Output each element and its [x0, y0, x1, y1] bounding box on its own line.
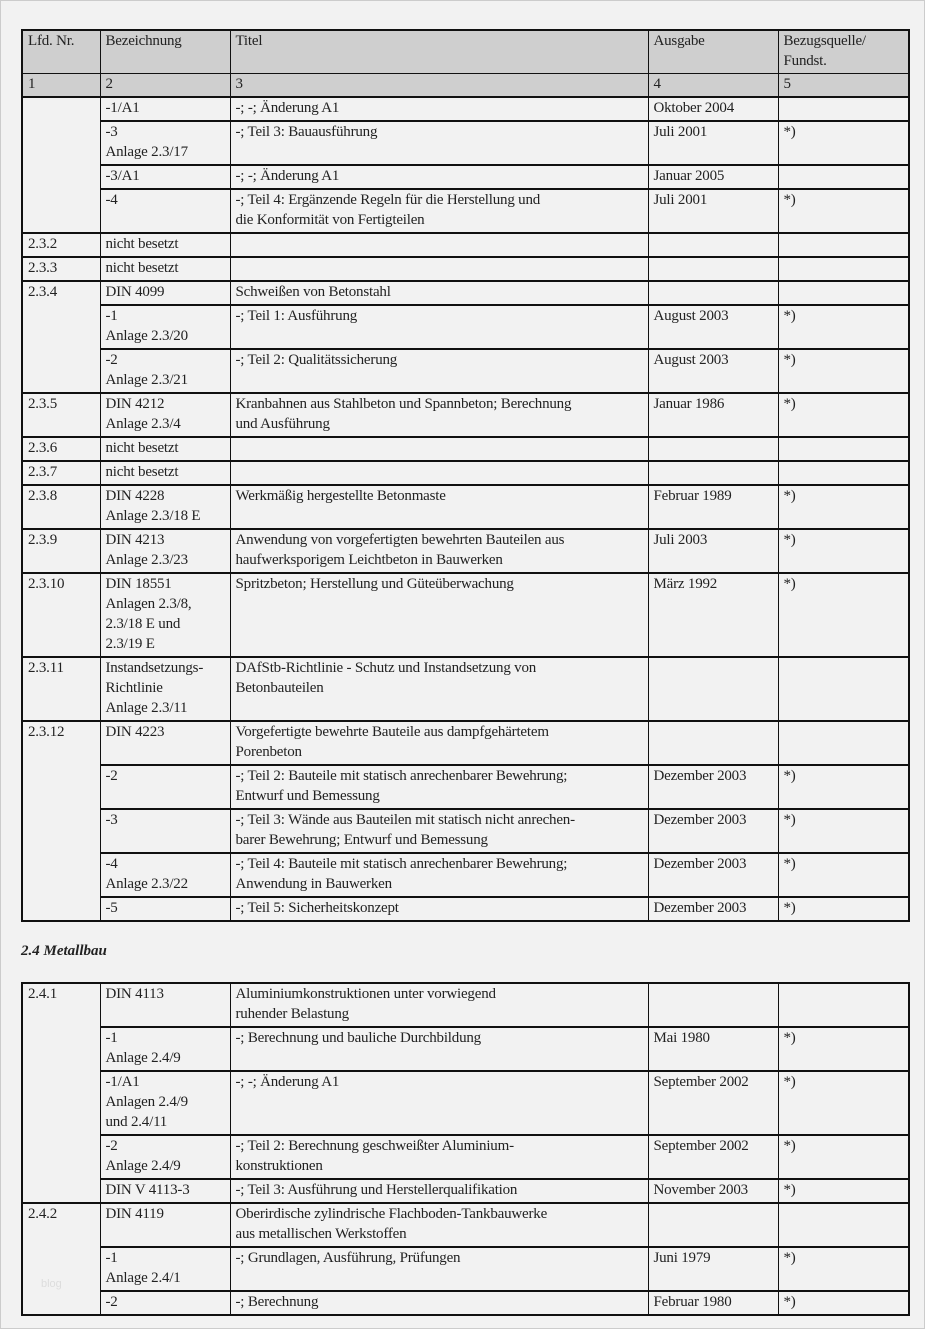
bez-cell: DIN 4099 — [100, 281, 230, 305]
titel-cell: -; Teil 5: Sicherheitskonzept — [230, 897, 648, 921]
ausgabe-cell — [648, 721, 778, 765]
table-row — [22, 1203, 909, 1247]
ausgabe-cell: Februar 1989 — [648, 485, 778, 529]
titel-cell: -; Teil 1: Ausführung — [230, 305, 648, 349]
quelle-cell — [778, 233, 909, 257]
bez-cell: nicht besetzt — [100, 437, 230, 461]
quelle-cell: *) — [778, 189, 909, 233]
ausgabe-cell — [648, 233, 778, 257]
titel-cell: Anwendung von vorgefertigten bewehrten Bauteilen aus haufwerksporigem Leichtbeton in Bauwerken — [230, 529, 648, 573]
column-number: 1 — [22, 74, 100, 98]
titel-cell: Kranbahnen aus Stahlbeton und Spannbeton; Berechnung und Ausführung — [230, 393, 648, 437]
titel-cell: Werkmäßig hergestellte Betonmaste — [230, 485, 648, 529]
bez-cell: -1 Anlage 2.4/9 — [100, 1027, 230, 1071]
lfd-nr-cell: 2.3.10 — [22, 573, 100, 657]
table-row — [22, 437, 909, 461]
titel-cell: -; -; Änderung A1 — [230, 1071, 648, 1135]
titel-cell — [230, 233, 648, 257]
lfd-nr-cell: 2.3.8 — [22, 485, 100, 529]
titel-cell: -; Teil 2: Qualitätssicherung — [230, 349, 648, 393]
bez-cell: -1/A1 Anlagen 2.4/9 und 2.4/11 — [100, 1071, 230, 1135]
bez-cell: -1/A1 — [100, 97, 230, 121]
table-row — [22, 305, 909, 349]
titel-cell — [230, 257, 648, 281]
ausgabe-cell: September 2002 — [648, 1071, 778, 1135]
bez-cell: -3 — [100, 809, 230, 853]
table-row — [22, 165, 909, 189]
lfd-nr-cell: 2.3.5 — [22, 393, 100, 437]
table-row — [22, 349, 909, 393]
bez-cell: DIN 4113 — [100, 983, 230, 1027]
table-row — [22, 1179, 909, 1203]
bez-cell: -3/A1 — [100, 165, 230, 189]
ausgabe-cell: August 2003 — [648, 349, 778, 393]
table-row — [22, 573, 909, 657]
titel-cell: Aluminiumkonstruktionen unter vorwiegend ruhender Belastung — [230, 983, 648, 1027]
titel-cell — [230, 461, 648, 485]
standards-table-metal — [21, 982, 910, 1316]
quelle-cell: *) — [778, 529, 909, 573]
column-header-titel: Titel — [230, 30, 648, 74]
column-header-bez: Bezeichnung — [100, 30, 230, 74]
titel-cell: -; Teil 2: Berechnung geschweißter Aluminium- konstruktionen — [230, 1135, 648, 1179]
column-header-quelle: Bezugsquelle/ Fundst. — [778, 30, 909, 74]
titel-cell: -; -; Änderung A1 — [230, 165, 648, 189]
bez-cell: DIN 18551 Anlagen 2.3/8, 2.3/18 E und 2.3/19 E — [100, 573, 230, 657]
quelle-cell — [778, 657, 909, 721]
quelle-cell — [778, 983, 909, 1027]
table-row — [22, 189, 909, 233]
section-heading: 2.4 Metallbau — [21, 943, 107, 959]
quelle-cell: *) — [778, 1027, 909, 1071]
titel-cell: Schweißen von Betonstahl — [230, 281, 648, 305]
lfd-nr-cell — [22, 97, 100, 233]
column-number: 3 — [230, 74, 648, 98]
ausgabe-cell: Juli 2003 — [648, 529, 778, 573]
ausgabe-cell: Dezember 2003 — [648, 853, 778, 897]
quelle-cell — [778, 97, 909, 121]
bez-cell: nicht besetzt — [100, 461, 230, 485]
ausgabe-cell: Januar 1986 — [648, 393, 778, 437]
table-row — [22, 257, 909, 281]
table-row — [22, 121, 909, 165]
quelle-cell: *) — [778, 853, 909, 897]
quelle-cell — [778, 437, 909, 461]
bez-cell: -2 Anlage 2.4/9 — [100, 1135, 230, 1179]
lfd-nr-cell: 2.3.11 — [22, 657, 100, 721]
table-row — [22, 809, 909, 853]
table-row — [22, 983, 909, 1027]
titel-cell: -; Berechnung und bauliche Durchbildung — [230, 1027, 648, 1071]
quelle-cell: *) — [778, 121, 909, 165]
quelle-cell — [778, 721, 909, 765]
ausgabe-cell: Juli 2001 — [648, 189, 778, 233]
table-row — [22, 529, 909, 573]
ausgabe-cell: Dezember 2003 — [648, 897, 778, 921]
table-row — [22, 897, 909, 921]
table-row — [22, 765, 909, 809]
ausgabe-cell — [648, 461, 778, 485]
table-row — [22, 657, 909, 721]
bez-cell: Instandsetzungs- Richtlinie Anlage 2.3/11 — [100, 657, 230, 721]
ausgabe-cell — [648, 437, 778, 461]
titel-cell: Oberirdische zylindrische Flachboden-Tankbauwerke aus metallischen Werkstoffen — [230, 1203, 648, 1247]
lfd-nr-cell: 2.3.7 — [22, 461, 100, 485]
ausgabe-cell: Juli 2001 — [648, 121, 778, 165]
lfd-nr-cell: 2.4.2 — [22, 1203, 100, 1315]
bez-cell: DIN 4223 — [100, 721, 230, 765]
ausgabe-cell: Februar 1980 — [648, 1291, 778, 1315]
column-number: 5 — [778, 74, 909, 98]
quelle-cell — [778, 461, 909, 485]
bez-cell: -1 Anlage 2.4/1 — [100, 1247, 230, 1291]
column-header-ausgabe: Ausgabe — [648, 30, 778, 74]
quelle-cell — [778, 1203, 909, 1247]
bez-cell: DIN 4119 — [100, 1203, 230, 1247]
lfd-nr-cell: 2.3.6 — [22, 437, 100, 461]
titel-cell: DAfStb-Richtlinie - Schutz und Instandsetzung von Betonbauteilen — [230, 657, 648, 721]
header-row — [22, 30, 909, 74]
titel-cell: -; Teil 3: Ausführung und Herstellerqualifikation — [230, 1179, 648, 1203]
titel-cell: -; Teil 4: Bauteile mit statisch anrechenbarer Bewehrung; Anwendung in Bauwerken — [230, 853, 648, 897]
table-row — [22, 1247, 909, 1291]
bez-cell: DIN 4213 Anlage 2.3/23 — [100, 529, 230, 573]
titel-cell: -; Teil 3: Bauausführung — [230, 121, 648, 165]
bez-cell: nicht besetzt — [100, 257, 230, 281]
ausgabe-cell — [648, 257, 778, 281]
column-number-row — [22, 74, 909, 98]
quelle-cell: *) — [778, 1071, 909, 1135]
ausgabe-cell: Mai 1980 — [648, 1027, 778, 1071]
quelle-cell — [778, 165, 909, 189]
titel-cell: -; Berechnung — [230, 1291, 648, 1315]
bez-cell: -2 — [100, 765, 230, 809]
quelle-cell: *) — [778, 1291, 909, 1315]
table-row — [22, 485, 909, 529]
quelle-cell: *) — [778, 1135, 909, 1179]
ausgabe-cell: November 2003 — [648, 1179, 778, 1203]
ausgabe-cell: Oktober 2004 — [648, 97, 778, 121]
bez-cell: DIN 4228 Anlage 2.3/18 E — [100, 485, 230, 529]
table-row — [22, 721, 909, 765]
table-row — [22, 1135, 909, 1179]
table-row — [22, 853, 909, 897]
titel-cell: Spritzbeton; Herstellung und Güteüberwachung — [230, 573, 648, 657]
table-row — [22, 97, 909, 121]
quelle-cell: *) — [778, 897, 909, 921]
titel-cell: -; -; Änderung A1 — [230, 97, 648, 121]
titel-cell: -; Grundlagen, Ausführung, Prüfungen — [230, 1247, 648, 1291]
quelle-cell: *) — [778, 393, 909, 437]
ausgabe-cell: Dezember 2003 — [648, 809, 778, 853]
column-header-lfd: Lfd. Nr. — [22, 30, 100, 74]
column-number: 4 — [648, 74, 778, 98]
titel-cell: -; Teil 3: Wände aus Bauteilen mit statisch nicht anrechen- barer Bewehrung; Entwurf und Bemessung — [230, 809, 648, 853]
bez-cell: -4 — [100, 189, 230, 233]
titel-cell: -; Teil 2: Bauteile mit statisch anrechenbarer Bewehrung; Entwurf und Bemessung — [230, 765, 648, 809]
lfd-nr-cell: 2.3.4 — [22, 281, 100, 393]
quelle-cell: *) — [778, 1179, 909, 1203]
ausgabe-cell — [648, 281, 778, 305]
lfd-nr-cell: 2.3.2 — [22, 233, 100, 257]
table-row — [22, 1291, 909, 1315]
quelle-cell — [778, 281, 909, 305]
bez-cell: DIN 4212 Anlage 2.3/4 — [100, 393, 230, 437]
quelle-cell: *) — [778, 305, 909, 349]
table-row — [22, 1071, 909, 1135]
table-row — [22, 1027, 909, 1071]
bez-cell: nicht besetzt — [100, 233, 230, 257]
bez-cell: -2 — [100, 1291, 230, 1315]
standards-table-concrete — [21, 29, 910, 922]
quelle-cell: *) — [778, 349, 909, 393]
quelle-cell — [778, 257, 909, 281]
quelle-cell: *) — [778, 1247, 909, 1291]
ausgabe-cell: September 2002 — [648, 1135, 778, 1179]
quelle-cell: *) — [778, 765, 909, 809]
titel-cell: Vorgefertigte bewehrte Bauteile aus dampfgehärtetem Porenbeton — [230, 721, 648, 765]
ausgabe-cell — [648, 657, 778, 721]
table-row — [22, 393, 909, 437]
bez-cell: DIN V 4113-3 — [100, 1179, 230, 1203]
quelle-cell: *) — [778, 485, 909, 529]
lfd-nr-cell: 2.4.1 — [22, 983, 100, 1203]
bez-cell: -4 Anlage 2.3/22 — [100, 853, 230, 897]
ausgabe-cell: März 1992 — [648, 573, 778, 657]
bez-cell: -2 Anlage 2.3/21 — [100, 349, 230, 393]
lfd-nr-cell: 2.3.9 — [22, 529, 100, 573]
quelle-cell: *) — [778, 809, 909, 853]
table-row — [22, 281, 909, 305]
bez-cell: -1 Anlage 2.3/20 — [100, 305, 230, 349]
table-row — [22, 233, 909, 257]
lfd-nr-cell: 2.3.3 — [22, 257, 100, 281]
bez-cell: -3 Anlage 2.3/17 — [100, 121, 230, 165]
watermark: blog — [41, 1278, 62, 1290]
ausgabe-cell — [648, 983, 778, 1027]
table-row — [22, 461, 909, 485]
column-number: 2 — [100, 74, 230, 98]
ausgabe-cell — [648, 1203, 778, 1247]
lfd-nr-cell: 2.3.12 — [22, 721, 100, 921]
ausgabe-cell: Dezember 2003 — [648, 765, 778, 809]
ausgabe-cell: Juni 1979 — [648, 1247, 778, 1291]
quelle-cell: *) — [778, 573, 909, 657]
titel-cell: -; Teil 4: Ergänzende Regeln für die Herstellung und die Konformität von Fertigteilen — [230, 189, 648, 233]
titel-cell — [230, 437, 648, 461]
ausgabe-cell: Januar 2005 — [648, 165, 778, 189]
ausgabe-cell: August 2003 — [648, 305, 778, 349]
bez-cell: -5 — [100, 897, 230, 921]
